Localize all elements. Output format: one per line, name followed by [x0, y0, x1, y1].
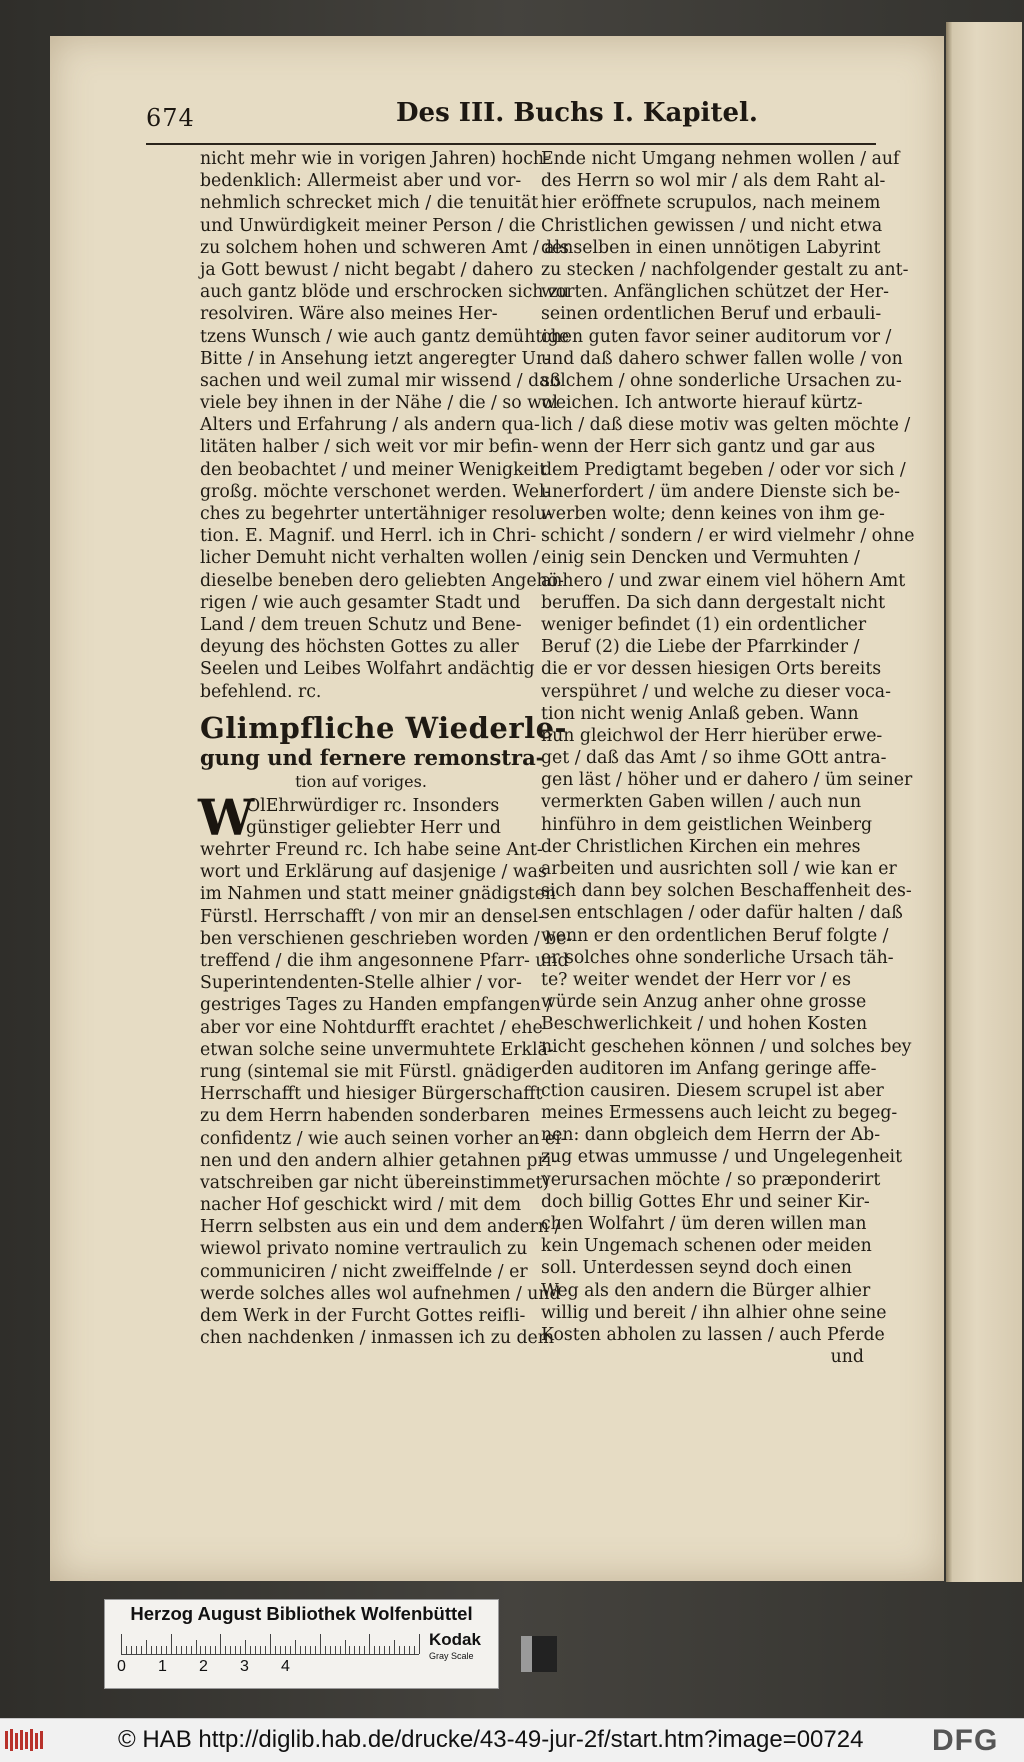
text-line: den auditoren im Anfang geringe affe- [541, 1058, 877, 1079]
text-line: communiciren / nicht zweiffelnde / er [200, 1261, 528, 1282]
text-line: chen Wolfahrt / üm deren willen man [541, 1214, 867, 1234]
text-line: etwan solche seine unvermuhtete Erklä- [200, 1039, 554, 1060]
gray-scale-patch [521, 1636, 557, 1672]
library-name: Herzog August Bibliothek Wolfenbüttel [130, 1603, 473, 1624]
ruler-tick [176, 1646, 177, 1654]
text-line: ja Gott bewust / nicht begabt / dahero [200, 259, 534, 280]
ruler-tick [399, 1646, 400, 1654]
text-line: te? weiter wendet der Herr vor / es [541, 969, 851, 990]
text-line: Beruf (2) die Liebe der Pfarrkinder / [541, 637, 860, 658]
ruler-tick [171, 1634, 172, 1654]
text-line: tion. E. Magnif. und Herrl. ich in Chri- [200, 526, 537, 547]
text-line: des Herrn so wol mir / als dem Raht al- [541, 171, 886, 192]
text-line: werde solches alles wol aufnehmen / und [200, 1283, 561, 1304]
text-line: nicht geschehen können / und solches bey [541, 1036, 912, 1057]
text-line: bedenklich: Allermeist aber und vor- [200, 171, 522, 192]
text-line: Ende nicht Umgang nehmen wollen / auf [541, 149, 900, 169]
kodak-brand [429, 1630, 481, 1662]
text-line: solchem / ohne sonderliche Ursachen zu- [541, 370, 902, 391]
ruler-tick [354, 1646, 355, 1654]
ruler-tick [349, 1646, 350, 1654]
copyright-link[interactable]: © HAB http://diglib.hab.de/drucke/43-49-jur-2f/start.htm?image=00724 [118, 1726, 864, 1753]
text-line: Kosten abholen zu lassen / auch Pferde [541, 1324, 885, 1345]
text-line: günstiger geliebter Herr und [246, 817, 501, 838]
viewer-footer [0, 1718, 1024, 1762]
text-line: sachen und weil zumal mir wissend / daß [200, 370, 562, 391]
text-line: Superintendenten-Stelle alhier / vor- [200, 973, 522, 994]
text-line: zug etwas ummusse / und Ungelegenheit [541, 1147, 903, 1168]
text-line: zu dem Herrn habenden sonderbaren [200, 1106, 531, 1127]
text-line: Beschwerlichkeit / und hohen Kosten [541, 1014, 868, 1035]
ruler-tick [245, 1640, 246, 1654]
color-scale-label-card [104, 1599, 499, 1689]
dfg-logo: DFG [932, 1724, 999, 1757]
text-line: anhero / und zwar einem viel höhern Amt [541, 570, 906, 591]
text-line: ben verschienen geschrieben worden / be- [200, 928, 573, 949]
text-line: gestriges Tages zu Handen empfangen / [200, 995, 553, 1016]
text-line: worten. Anfänglichen schützet der Her- [541, 282, 889, 303]
text-line: schicht / sondern / er wird vielmehr / ohne [541, 526, 915, 547]
ruler-tick [364, 1646, 365, 1654]
text-line: chen nachdenken / inmassen ich zu dem [200, 1328, 555, 1349]
ruler-tick [126, 1646, 127, 1654]
ruler-tick [240, 1646, 241, 1654]
text-line: beruffen. Da sich dann dergestalt nicht [541, 592, 886, 613]
ruler-tick [389, 1646, 390, 1654]
text-line: willig und bereit / ihn alhier ohne seine [541, 1302, 887, 1323]
ruler-tick [136, 1646, 137, 1654]
page-number: 674 [146, 104, 195, 132]
text-line: wehrter Freund rc. Ich habe seine Ant- [200, 840, 543, 861]
text-line: er solches ohne sonderliche Ursach täh- [541, 947, 894, 968]
text-line: Herrn selbsten aus ein und dem andern / [200, 1217, 561, 1238]
ruler-tick [379, 1646, 380, 1654]
text-line: vermerkten Gaben willen / auch nun [541, 792, 862, 813]
text-line: tion nicht wenig Anlaß geben. Wann [541, 703, 859, 724]
ruler-tick [369, 1634, 370, 1654]
text-line: ches zu begehrter untertähniger resolu- [200, 504, 553, 524]
text-line: tzens Wunsch / wie auch gantz demühtige [200, 326, 570, 347]
ruler-tick [340, 1646, 341, 1654]
ruler-tick [275, 1646, 276, 1654]
text-line: rung (sintemal sie mit Fürstl. gnädiger [200, 1061, 542, 1082]
ruler-number: 0 [117, 1658, 126, 1675]
text-line: lich / daß diese motiv was gelten möchte / [541, 415, 911, 436]
ruler-tick [300, 1646, 301, 1654]
text-line: meines Ermessens auch leicht zu begeg- [541, 1103, 898, 1124]
measurement-ruler [121, 1632, 419, 1655]
ruler-tick [305, 1646, 306, 1654]
ruler-tick [374, 1646, 375, 1654]
ruler-tick [161, 1646, 162, 1654]
header-rule [146, 143, 876, 145]
facing-page-edge [946, 22, 1022, 1582]
left-text-column [198, 148, 573, 1349]
ruler-tick [151, 1646, 152, 1654]
text-line: chen guten favor seiner auditorum vor / [541, 326, 892, 347]
text-line: dem Werk in der Furcht Gottes reifli- [200, 1306, 526, 1326]
ruler-tick [335, 1646, 336, 1654]
ruler-tick [166, 1646, 167, 1654]
ruler-tick [384, 1646, 385, 1654]
ruler-number: 3 [240, 1658, 249, 1675]
drop-capital: W [198, 787, 255, 847]
ruler-tick [131, 1646, 132, 1654]
text-line: get / daß das Amt / so ihme GOtt antra- [541, 748, 887, 769]
text-line: treffend / die ihm angesonnene Pfarr- und [200, 951, 569, 971]
ruler-tick [325, 1646, 326, 1654]
dropcap-paragraph [198, 787, 522, 847]
text-line: und daß dahero schwer fallen wolle / von [541, 348, 903, 369]
text-line: auch gantz blöde und erschrocken sich zu [200, 282, 570, 303]
text-line: wort und Erklärung auf dasjenige / was [200, 862, 547, 883]
text-line: Alters und Erfahrung / als andern qua- [200, 415, 540, 436]
ruler-tick [255, 1646, 256, 1654]
text-line: hinführo in dem geistlichen Weinberg [541, 814, 873, 835]
ruler-tick [414, 1646, 415, 1654]
text-line: doch billig Gottes Ehr und seiner Kir- [541, 1191, 870, 1212]
ruler-tick [320, 1634, 321, 1654]
ruler-tick [225, 1646, 226, 1654]
text-line: wenn der Herr sich gantz und gar aus [541, 437, 876, 458]
text-line: hier eröffnete scrupulos, nach meinem [541, 193, 881, 214]
ruler-tick [156, 1646, 157, 1654]
section-heading-line-2: gung und fernere remonstra- [200, 744, 545, 770]
ruler-tick [265, 1646, 266, 1654]
text-line: aber vor eine Nohtdurfft erachtet / ehe [200, 1017, 543, 1038]
ruler-tick [409, 1646, 410, 1654]
text-line: litäten halber / sich weit vor mir befin- [200, 437, 539, 458]
text-line: sen entschlagen / oder dafür halten / daß [541, 903, 903, 924]
text-line: viele bey ihnen in der Nähe / die / so wol [200, 393, 558, 414]
ruler-tick [191, 1646, 192, 1654]
text-line: arbeiten und ausrichten soll / wie kan er [541, 859, 897, 879]
ruler-tick [215, 1646, 216, 1654]
ruler-tick [330, 1646, 331, 1654]
text-line: unerfordert / üm andere Dienste sich be- [541, 481, 900, 502]
text-line: ction causiren. Diesem scrupel ist aber [541, 1080, 884, 1101]
text-line: den beobachtet / und meiner Wenigkeit [200, 459, 547, 480]
ruler-tick [121, 1634, 122, 1654]
ruler-tick [250, 1646, 251, 1654]
text-line: dieselbe beneben dero geliebten Angehö- [200, 570, 564, 591]
running-head: Des III. Buchs I. Kapitel. [396, 98, 758, 128]
ruler-number: 1 [158, 1658, 167, 1675]
text-line: confidentz / wie auch seinen vorher an ei- [200, 1128, 567, 1149]
ruler-tick [280, 1646, 281, 1654]
ruler-tick [141, 1646, 142, 1654]
catchword: und [830, 1347, 864, 1368]
text-line: seinen ordentlichen Beruf und erbauli- [541, 304, 882, 325]
left-column-upper-text [200, 148, 570, 703]
ruler-tick [345, 1640, 346, 1654]
text-line: soll. Unterdessen seynd doch einen [541, 1258, 852, 1279]
text-line: der Christlichen Kirchen ein mehres [541, 836, 861, 857]
ruler-tick [295, 1640, 296, 1654]
hab-logo-icon [4, 1728, 46, 1752]
text-line: nehmlich schrecket mich / die tenuität [200, 193, 539, 214]
ruler-tick [310, 1646, 311, 1654]
section-heading [200, 710, 568, 793]
text-line: zu stecken / nachfolgender gestalt zu ant- [541, 259, 909, 280]
section-heading-line-3: tion auf voriges. [295, 771, 427, 791]
ruler-tick [404, 1646, 405, 1654]
text-line: wiewol privato nomine vertraulich zu [200, 1239, 528, 1260]
section-heading-line-1: Glimpfliche Wiederle- [200, 710, 568, 745]
left-column-lower-text [200, 839, 573, 1349]
right-column-text [541, 148, 915, 1346]
ruler-tick [200, 1646, 201, 1654]
text-line: weniger befindet (1) ein ordentlicher [541, 614, 867, 635]
text-line: verursachen möchte / so præponderirt [541, 1169, 881, 1190]
ruler-tick [359, 1646, 360, 1654]
ruler-tick [230, 1646, 231, 1654]
ruler-tick [186, 1646, 187, 1654]
text-line: im Nahmen und statt meiner gnädigsten [200, 884, 557, 905]
text-line: nen: dann obgleich dem Herrn der Ab- [541, 1125, 881, 1146]
ruler-tick [181, 1646, 182, 1654]
ruler-numbers [105, 1658, 435, 1680]
text-line: befehlend. rc. [200, 681, 322, 702]
text-line: dem Predigtamt begeben / oder vor sich / [541, 459, 906, 480]
gray-scale-text: Gray Scale [429, 1651, 474, 1661]
ruler-tick [196, 1640, 197, 1654]
text-line: Christlichen gewissen / und nicht etwa [541, 215, 883, 236]
kodak-logo-text: Kodak [429, 1630, 481, 1649]
text-line: Fürstl. Herrschafft / von mir an densel- [200, 906, 544, 927]
text-line: zu solchem hohen und schweren Amt / als [200, 237, 569, 258]
text-line: nacher Hof geschickt wird / mit dem [200, 1195, 522, 1216]
text-line: denselben in einen unnötigen Labyrint [541, 237, 881, 258]
ruler-tick [419, 1634, 420, 1654]
ruler-tick [315, 1646, 316, 1654]
text-line: rigen / wie auch gesamter Stadt und [200, 592, 521, 613]
text-line: resolviren. Wäre also meines Her- [200, 304, 498, 325]
text-line: und Unwürdigkeit meiner Person / die [200, 215, 536, 236]
ruler-tick [270, 1634, 271, 1654]
text-line: kein Ungemach schenen oder meiden [541, 1236, 872, 1257]
text-line: nun gleichwol der Herr hierüber erwe- [541, 725, 883, 746]
ruler-number: 4 [281, 1658, 290, 1675]
text-line: einig sein Dencken und Vermuhten / [541, 548, 860, 569]
text-line: Herrschafft und hiesiger Bürgerschafft [200, 1084, 543, 1105]
ruler-tick [290, 1646, 291, 1654]
text-line: vatschreiben gar nicht übereinstimmet) [200, 1172, 550, 1193]
text-line: sich dann bey solchen Beschaffenheit des- [541, 881, 912, 902]
right-text-column [541, 148, 915, 1368]
ruler-tick [285, 1646, 286, 1654]
text-line: nicht mehr wie in vorigen Jahren) hoch- [200, 149, 550, 169]
text-line: deyung des höchsten Gottes zu aller [200, 637, 519, 658]
text-line: wenn er den ordentlichen Beruf folgte / [541, 925, 889, 946]
ruler-tick [146, 1640, 147, 1654]
text-line: Bitte / in Ansehung ietzt angeregter Ur- [200, 348, 551, 369]
text-line: weichen. Ich antworte hierauf kürtz- [541, 393, 863, 414]
ruler-tick [210, 1646, 211, 1654]
text-line: licher Demuht nicht verhalten wollen / [200, 548, 539, 569]
text-line: großg. möchte verschonet werden. Wel- [200, 481, 551, 502]
page-fold-shadow [946, 22, 952, 1582]
text-line: Land / dem treuen Schutz und Bene- [200, 614, 522, 635]
text-line: verspühret / und welche zu dieser voca- [541, 681, 891, 702]
text-line: die er vor dessen hiesigen Orts bereits [541, 659, 882, 680]
ruler-tick [235, 1646, 236, 1654]
text-line: werben wolte; denn keines von ihm ge- [541, 504, 885, 524]
text-line: gen läst / höher und er dahero / üm seiner [541, 770, 913, 791]
text-line: Seelen und Leibes Wolfahrt andächtig [200, 659, 535, 680]
ruler-tick [260, 1646, 261, 1654]
ruler-tick [394, 1640, 395, 1654]
page-header [146, 98, 758, 142]
ruler-tick [220, 1634, 221, 1654]
text-line: würde sein Anzug anher ohne grosse [541, 992, 867, 1013]
text-line: nen und den andern alhier getahnen pri- [200, 1150, 558, 1171]
ruler-number: 2 [199, 1658, 208, 1675]
text-line: OlEhrwürdiger rc. Insonders [246, 795, 500, 816]
ruler-tick [205, 1646, 206, 1654]
text-line: Weg als den andern die Bürger alhier [541, 1280, 871, 1301]
